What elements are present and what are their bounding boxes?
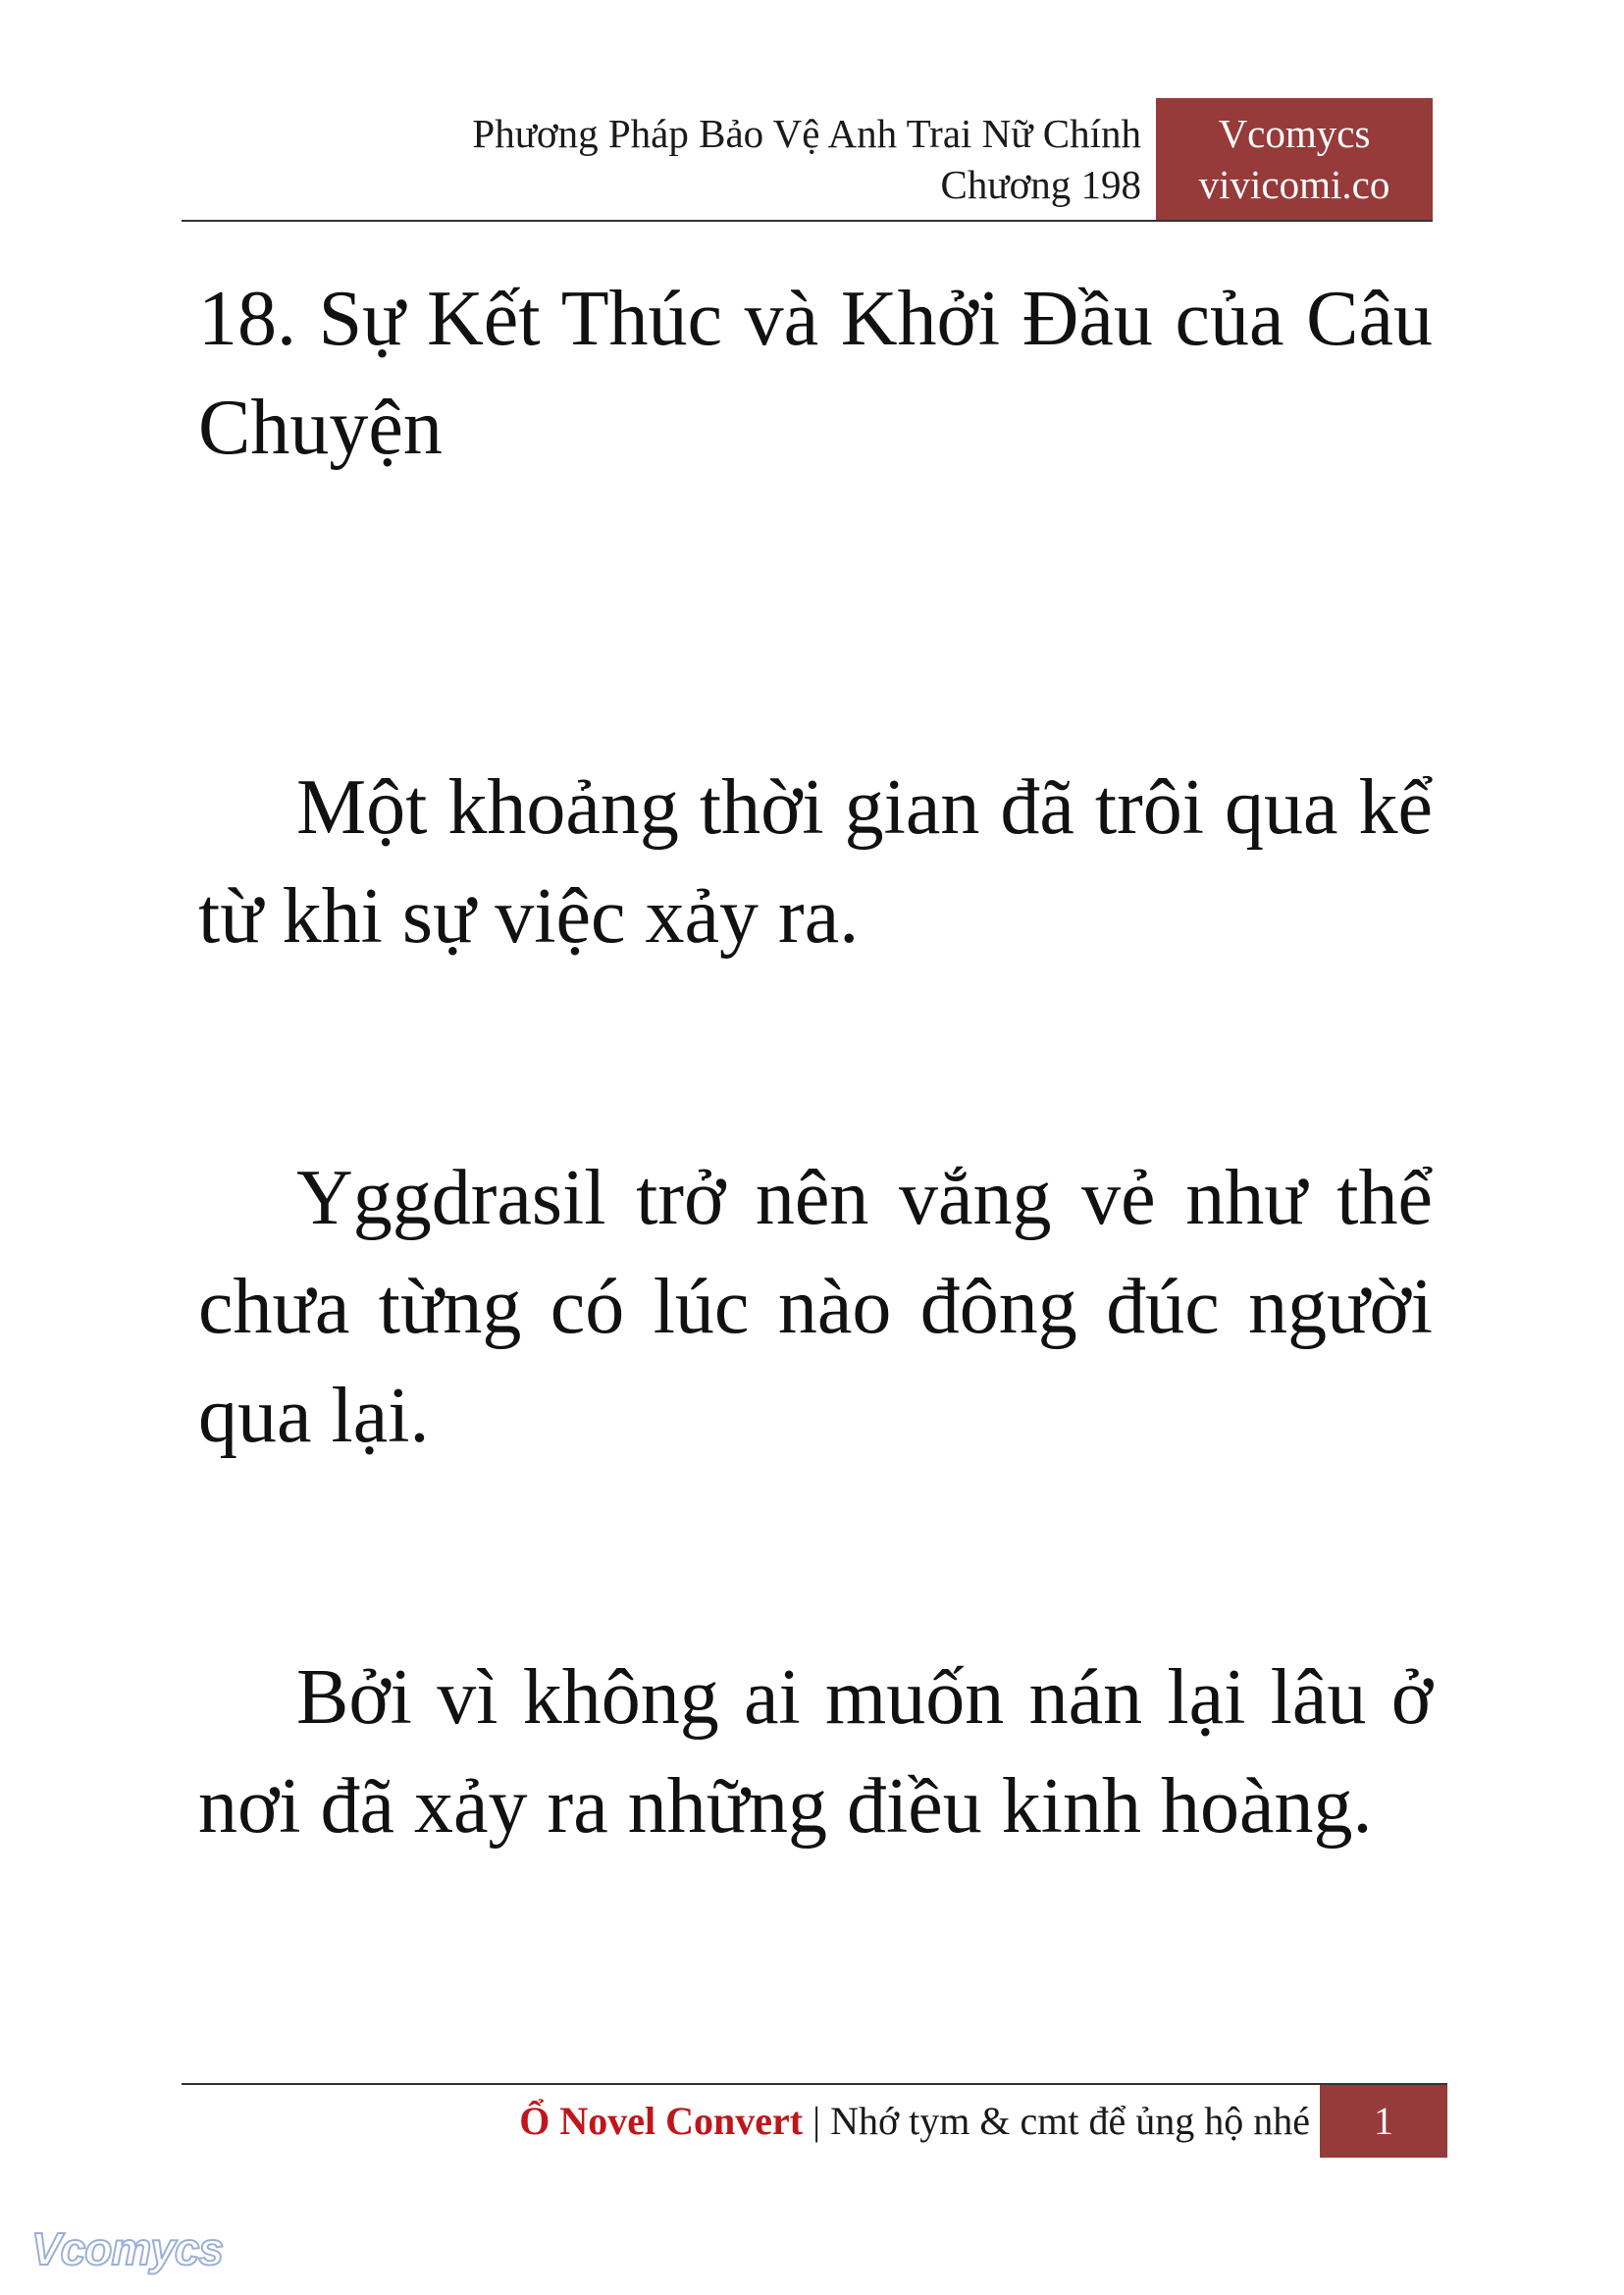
header-text xyxy=(472,108,1141,210)
paragraph-3: Bởi vì không ai muốn nán lại lâu ở nơi đã xảy ra những điều kinh hoàng. xyxy=(198,1654,1433,1850)
vcomycs-watermark-logo xyxy=(27,2219,253,2278)
book-title: Phương Pháp Bảo Vệ Anh Trai Nữ Chính xyxy=(472,111,1141,156)
chapter-number: Chương 198 xyxy=(940,162,1141,207)
brand-box xyxy=(1156,98,1433,220)
page-header xyxy=(182,98,1433,222)
footer-brand: Ổ Novel Convert xyxy=(519,2099,804,2143)
page-footer xyxy=(182,2083,1447,2158)
footer-separator: | xyxy=(803,2099,831,2143)
footer-text xyxy=(519,2097,1310,2146)
page-number: 1 xyxy=(1320,2085,1447,2158)
brand-site: vivicomi.co xyxy=(1198,162,1390,207)
footer-message: Nhớ tym & cmt để ủng hộ nhé xyxy=(830,2099,1310,2143)
brand-name: Vcomycs xyxy=(1218,111,1371,156)
chapter-title: 18. Sự Kết Thúc và Khởi Đầu của Câu Chuyện xyxy=(198,276,1433,471)
paragraph-2: Yggdrasil trở nên vắng vẻ như thể chưa từng có lúc nào đông đúc người qua lại. xyxy=(198,1155,1433,1459)
watermark-text: Vcomycs xyxy=(31,2223,224,2274)
paragraph-1: Một khoảng thời gian đã trôi qua kể từ khi sự việc xảy ra. xyxy=(198,764,1433,960)
page-content xyxy=(198,265,1433,1861)
